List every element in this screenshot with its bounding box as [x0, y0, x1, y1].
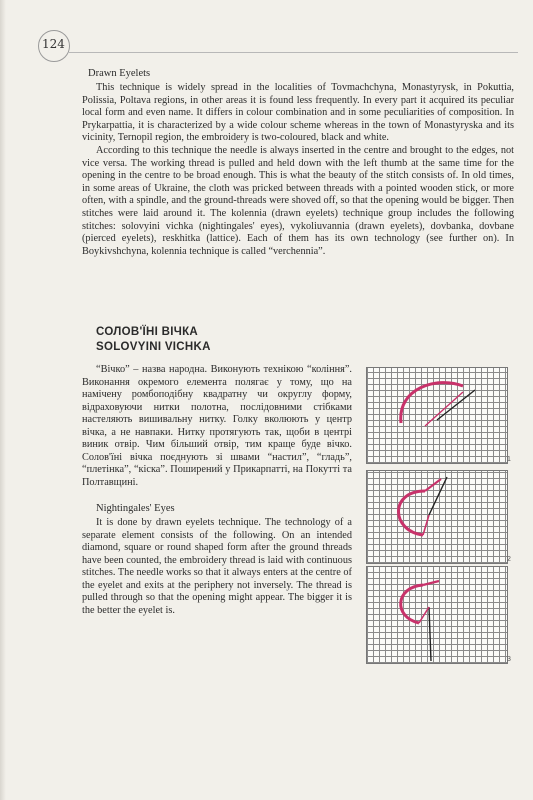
- figure-number-2: 2: [507, 556, 511, 563]
- figure-number-1: 1: [507, 456, 511, 463]
- page-number: 124: [42, 37, 65, 51]
- stitch-drawing-1: [367, 368, 507, 463]
- stitch-diagram-1: [366, 367, 508, 464]
- thread-end: [423, 581, 439, 585]
- stitch-drawing-3: [367, 567, 507, 663]
- thread-end: [425, 479, 441, 491]
- drawn-eyelets-body: [82, 82, 514, 258]
- needle: [429, 607, 431, 661]
- stitch-diagram-3: [366, 566, 508, 664]
- thread-tail: [423, 515, 429, 535]
- figure-number-3: 3: [507, 656, 511, 663]
- section-title-cyrillic: СОЛОВ'ЇНІ ВІЧКА: [96, 326, 199, 338]
- nightingales-eyes-heading: Nightingales' Eyes: [96, 503, 175, 514]
- drawn-eyelets-paragraph-1: This technique is widely spread in the localities of Tovmachchyna, Monastyrysk, in Pokuttia, Polissia, Poltava regions, in other areas it is found less frequently. In every part it acquired its peculiar local form and even name. It differs in colour combination and in some peculiarities of composition. In Prykarpattia, it is characterized by a wide colour scheme whereas in the town of Monastyryska and its vicinity, Ternopil region, the embroidery is two-coloured, black and white.: [82, 82, 514, 144]
- header-rule: [68, 52, 518, 53]
- thread-tail: [419, 607, 429, 623]
- english-description: [82, 517, 352, 617]
- thread-loop: [401, 383, 463, 423]
- stitch-drawing-2: [367, 471, 507, 563]
- drawn-eyelets-paragraph-2: According to this technique the needle is always inserted in the centre and brought to the edges, not vice versa. The working thread is pulled and held down with the left thumb at the same time for the opening in the centre to be broad enough. This is what the beauty of the stitch consists of. In old times, in some areas of Ukraine, the cloth was pricked between threads with a pointed wooden stick, or more often, with a spindle, and the ground-threads were shoved off, so that the opening would be bigger. Then stitches were laid around it. The kolennia (drawn eyelets) technique group includes the following stitches: solovyini vichka (nightingales' eyes), vykoliuvannia (drawn eyelets), dovbanka, dovbane (pierced eyelets), reskhitka (lattice). Each of them has its own technology (see further on). In Boykivshchyna, kolennia technique is called “verchennia”.: [82, 144, 514, 257]
- thread-loop: [401, 585, 423, 623]
- stitch-diagram-2: [366, 470, 508, 564]
- drawn-eyelets-heading: Drawn Eyelets: [88, 68, 151, 79]
- ukrainian-description: [82, 364, 352, 489]
- english-paragraph: It is done by drawn eyelets technique. The technology of a separate element consists of the following. On an intended diamond, square or round shaped form after the ground threads have been counted, the embroidery thread is laid with continuous stitches. The needle works so that it always enters at the centre of the eyelet and exits at the periphery not inversely. The thread is pulled through so that the opening might appear. The bigger it is the better the eyelet is.: [82, 517, 352, 616]
- needle: [429, 477, 447, 515]
- page-gutter-shadow: [0, 0, 6, 800]
- ukrainian-paragraph: “Вічко” – назва народна. Виконують технікою “коління”. Виконання окремого елемента полягає у тому, що на намічену ромбоподібну квадратну чи округлу форму, відраховуючи нитки полотна, послідовними стібками настеляють вишивальну нитку. Голку вколюють у центр вічка, а не навпаки. Нитку протягують так, щоби в центрі виник отвір. Чим більший отвір, тим краще буде вічко. Солов'їні вічка поєднують зі швами “настил”, “гладь”, “плетінка”, “кіска”. Поширений у Прикарпатті, на Покутті та Полтавщині.: [82, 364, 352, 488]
- thread-loop: [399, 491, 426, 535]
- thread-tail: [425, 392, 463, 426]
- needle: [437, 390, 475, 420]
- section-title-latin: SOLOVYINI VICHKA: [96, 341, 211, 353]
